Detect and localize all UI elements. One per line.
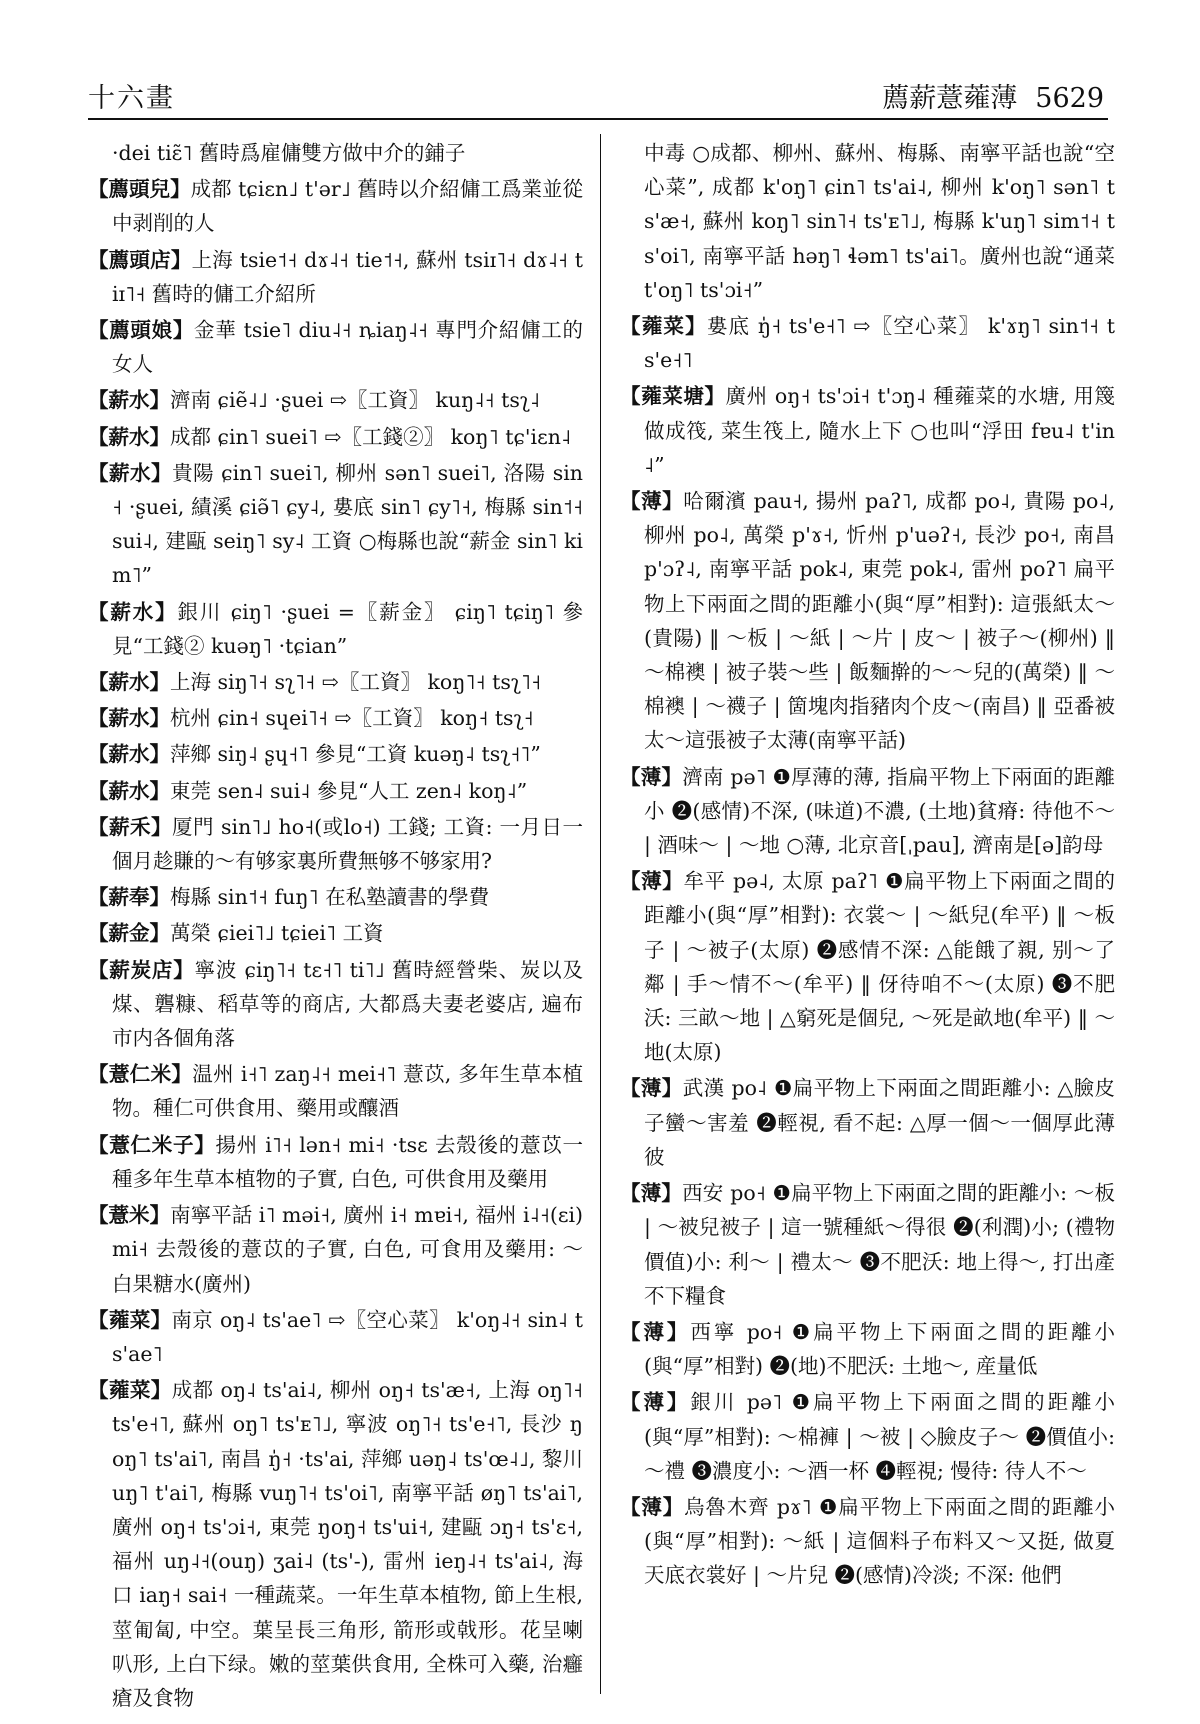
dictionary-entry: 【蕹菜】成都 oŋ˨ ts'ai˨, 柳州 oŋ˧ ts'æ˧, 上海 oŋ˥˧ ts'e˧˥, 蘇州 oŋ˥ ts'ᴇ˥˩, 寧波 oŋ˥˧ ts'e˧˥, 長沙 ŋoŋ˥ ts'ai˥, 南昌 ŋ̍˧ ·ts'ai, 萍鄉 uəŋ˨ ts'œ˨˩, 黎川 uŋ˥ t'ai˥, 梅縣 vuŋ˥˧ ts'oi˥, 南寧平話 øŋ˥ ts'ai˥, 廣州 oŋ˧ ts'ɔi˧, 東莞 ŋoŋ˧ ts'ui˧, 建甌 ɔŋ˧ ts'ɛ˧, 福州 uŋ˨˧(ouŋ) ʒai˨ (ts'-), 雷州 ieŋ˨˧ ts'ai˨, 海口 iaŋ˧ sai˧ 一種蔬菜。一年生草本植物, 節上生根, 莖匍匐, 中空。葉呈長三角形, 箭形或戟形。花呈喇叭形, 上白下绿。嫩的莖葉供食用, 全株可入藥, 治癰瘡及食物 [88, 1378, 583, 1710]
entry-headword: 【薄】 [620, 489, 684, 514]
headword-range: 薦薪薏蕹薄 [882, 83, 1018, 114]
dictionary-entry: 【薦頭娘】金華 tsie˥ diu˨˧ ȵiaŋ˨˧ 專門介紹傭工的女人 [88, 318, 583, 377]
dictionary-entry: 【薄】武漢 po˨ ❶扁平物上下兩面之間距離小: △臉皮子蠻～害羞 ❷輕視, 看不起: △厚一個～一個厚此薄彼 [620, 1076, 1115, 1169]
entry-headword: 【薪水】 [88, 424, 170, 449]
dictionary-entry: 【蕹菜】南京 oŋ˨ ts'ae˥ ⇨〖空心菜〗 k'oŋ˨˧ sin˨ ts'ae˥ [88, 1307, 583, 1366]
dictionary-entry: 【蕹菜塘】廣州 oŋ˧ ts'ɔi˧ t'ɔŋ˨ 種蕹菜的水塘, 用篾做成筏, 菜生筏上, 隨水上下 ○也叫“浮田 fɐu˨ t'in˨” [620, 384, 1116, 477]
page-number: 5629 [1035, 83, 1104, 114]
dictionary-entry: 【薪水】濟南 ɕiẽ˨˩ ·ʂuei ⇨〖工資〗 kuŋ˨˧ tsʅ˨ [88, 388, 540, 413]
entry-headword: 【薪奉】 [88, 885, 170, 910]
dictionary-entry: 【薄】牟平 pə˨, 太原 paʔ˥ ❶扁平物上下兩面之間的距離小(與“厚”相對): 衣裳～ | ～紙兒(牟平) ‖ ～板子 | ～被子(太原) ❷感情不深: △能餓了親, 别～了鄰 | 手～情不～(牟平) ‖ 伢待咱不～(太原) ❸不肥沃: 三畝～地 | △窮死是個兒, ～死是畝地(牟平) ‖ ～地(太原) [620, 869, 1115, 1065]
dictionary-entry: 【薄】濟南 pə˥ ❶厚薄的薄, 指扁平物上下兩面的距離小 ❷(感情)不深, (味道)不濃, (土地)貧瘠: 待他不～ | 酒味～ | ～地 ○薄, 北京音[ˌpau], 濟南是[ə]韵母 [620, 764, 1116, 858]
entry-continuation: ·dei tiɛ̃˥ 舊時爲雇傭雙方做中介的鋪子 [112, 141, 466, 165]
entry-headword: 【薪水】 [88, 706, 170, 731]
dictionary-entry: 【薪禾】厦門 sin˥˩ ho˧(或lo˧) 工錢; 工資: 一月日一個月趁賺的～有够家裏所費無够不够家用? [88, 814, 584, 874]
dictionary-entry: 【薪奉】梅縣 sin˦˧ fuŋ˥ 在私塾讀書的學費 [88, 885, 490, 910]
dictionary-entry: 【薪水】上海 siŋ˥˧ sʅ˥˧ ⇨〖工資〗 koŋ˥˧ tsʅ˥˧ [88, 670, 542, 695]
entry-headword: 【薄】 [620, 1319, 691, 1344]
header-rule [88, 118, 1108, 120]
dictionary-entry: 【薏米】南寧平話 i˥ məi˧, 廣州 i˧ mɐi˧, 福州 i˨˧(ɛi) mi˧ 去殼後的薏苡的子實, 白色, 可食用及藥用: ～白果糖水(廣州) [88, 1203, 583, 1296]
entry-headword: 【薏米】 [88, 1203, 171, 1228]
entry-headword: 【薪炭店】 [88, 957, 195, 982]
dictionary-entry: 【薄】西寧 po˧ ❶扁平物上下兩面之間的距離小(與“厚”相對) ❷(地)不肥沃: 土地～, 産量低 [620, 1319, 1115, 1379]
entry-headword: 【薪水】 [88, 388, 170, 413]
dictionary-entry: 【薄】哈爾濱 pau˧, 揚州 paʔ˥, 成都 po˨, 貴陽 po˨, 柳州 po˨, 萬榮 p'ɤ˧, 忻州 p'uəʔ˧, 長沙 po˧, 南昌 p'ɔʔ˨, 南寧平話 pok˨, 東莞 pok˨, 雷州 poʔ˥ 扁平物上下兩面之間的距離小(與“厚”相對): 這張紙太～(貴陽) ‖ ～板 | ～紙 | ～片 | 皮～ | 被子～(柳州) ‖ ～棉襖 | 被子裝～些 | 飯麵擀的～～兒的(萬榮) ‖ ～棉襖 | ～襪子 | 箇塊肉指豬肉个皮～(南昌) ‖ 亞番被太～這張被子太薄(南寧平話) [620, 489, 1115, 753]
entry-headword: 【蕹菜】 [88, 1378, 172, 1403]
entry-headword: 【薄】 [620, 1076, 683, 1101]
entry-headword: 【薪金】 [88, 921, 170, 946]
entry-headword: 【薄】 [620, 1390, 691, 1415]
entry-headword: 【薪水】 [88, 670, 170, 695]
entry-headword: 【薄】 [620, 1181, 683, 1206]
right-column [620, 136, 1115, 1595]
entry-headword: 【薪禾】 [88, 814, 172, 839]
dictionary-entry: 【薄】烏魯木齊 pɤ˥ ❶扁平物上下兩面之間的距離小(與“厚”相對): ～紙 | 這個料子布料又～又挺, 做夏天底衣裳好 | ～片兒 ❷(感情)冷淡; 不深: 他們 [620, 1494, 1115, 1588]
dictionary-entry: 【蕹菜】婁底 ŋ̍˧ ts'e˧˥ ⇨〖空心菜〗 k'ɤŋ˥ sin˦˧ ts'e˧˥ [620, 314, 1115, 373]
entry-headword: 【薪水】 [88, 742, 170, 767]
entry-headword: 【薦頭娘】 [88, 318, 195, 343]
entry-headword: 【蕹菜】 [88, 1307, 172, 1332]
entry-headword: 【薏仁米】 [88, 1062, 193, 1087]
entry-headword: 【薦頭兒】 [88, 177, 191, 202]
left-column [88, 136, 583, 1717]
dictionary-entry: 【薄】銀川 pə˥ ❶扁平物上下兩面之間的距離小(與“厚”相對): ～棉褲 | ～被 | ◇臉皮子～ ❷價值小: ～禮 ❸濃度小: ～酒一杯 ❹輕視; 慢待: 待人不～ [620, 1390, 1116, 1483]
entry-continuation: 中毒 ○成都、柳州、蘇州、梅縣、南寧平話也說“空心菜”, 成都 k'oŋ˥ ɕin˥ ts'ai˨, 柳州 k'oŋ˥ sən˥ ts'æ˧, 蘇州 koŋ˥ sin˥˧ ts'ᴇ˥˩, 梅縣 k'uŋ˥ sim˦˧ ts'oi˥, 南寧平話 həŋ˥ ɬəm˥ ts'ai˥。廣州也說“通菜 t'oŋ˥ ts'ɔi˧” [644, 141, 1115, 302]
column-divider [600, 134, 601, 1694]
entry-headword: 【薄】 [620, 869, 684, 894]
entry-headword: 【薏仁米子】 [88, 1132, 216, 1157]
entry-headword: 【薦頭店】 [88, 247, 192, 272]
dictionary-entry: 【薪水】東莞 sen˨ sui˨ 參見“人工 zen˨ koŋ˨” [88, 778, 528, 803]
entry-headword: 【薄】 [620, 764, 683, 789]
dictionary-entry: 【薦頭兒】成都 tɕiɛn˩ t'ər˩ 舊時以介紹傭工爲業並從中剥削的人 [88, 177, 584, 236]
entry-headword: 【蕹菜塘】 [620, 384, 726, 409]
dictionary-entry: 【薪水】銀川 ɕiŋ˥ ·ʂuei =〖薪金〗 ɕiŋ˥ tɕiŋ˥ 參見“工錢② kuəŋ˥ ·tɕian” [88, 599, 583, 658]
dictionary-entry: 【薪水】杭州 ɕin˧ sɥei˥˧ ⇨〖工資〗 koŋ˧ tsʅ˧ [88, 706, 534, 731]
dictionary-entry: 【薄】西安 po˧ ❶扁平物上下兩面之間的距離小: ～板 | ～被兒被子 | 這一號種紙～得很 ❷(利潤)小; (禮物價值)小: 利～ | 禮太～ ❸不肥沃: 地上得～, 打出產不下糧食 [620, 1181, 1115, 1308]
entry-headword: 【蕹菜】 [620, 314, 707, 339]
entry-headword: 【薪水】 [88, 599, 178, 624]
dictionary-entry: 【薪水】貴陽 ɕin˥ suei˥, 柳州 sən˥ suei˥, 洛陽 sin˧ ·ʂuei, 績溪 ɕiə̃˥ ɕy˨, 婁底 sin˥ ɕy˥˧, 梅縣 sin˦˧ sui˨, 建甌 seiŋ˥ sy˨ 工資 ○梅縣也說“薪金 sin˥ kim˥” [88, 460, 584, 588]
dictionary-entry: 【薪金】萬榮 ɕiei˥˩ tɕiei˥ 工資 [88, 921, 384, 946]
running-head [882, 76, 1104, 115]
entry-headword: 【薄】 [620, 1494, 685, 1519]
entry-headword: 【薪水】 [88, 778, 170, 803]
dictionary-entry: 【薏仁米子】揚州 i˥˧ lən˧ mi˧ ·tsɛ 去殼後的薏苡一種多年生草本植物的子實, 白色, 可供食用及藥用 [88, 1132, 584, 1191]
dictionary-entry: 【薪水】萍鄉 siŋ˨ ʂɥ˧˥ 參見“工資 kuəŋ˨ tsʅ˧˥” [88, 742, 541, 767]
dictionary-entry: 【薦頭店】上海 tsie˦˧ dɤ˨˧ tie˦˧, 蘇州 tsiɪ˥˧ dɤ˨˧ tiɪ˥˧ 舊時的傭工介紹所 [88, 247, 583, 306]
dictionary-entry: 【薏仁米】温州 i˧˥ zaŋ˨˧ mei˧˥ 薏苡, 多年生草本植物。種仁可供食用、藥用或釀酒 [88, 1062, 583, 1121]
entry-headword: 【薪水】 [88, 460, 173, 485]
section-label: 十六畫 [88, 83, 175, 114]
dictionary-entry: 【薪水】成都 ɕin˥ suei˥ ⇨〖工錢②〗 koŋ˥ tɕ'iɛn˨ [88, 424, 572, 449]
dictionary-entry: 【薪炭店】寧波 ɕiŋ˥˧ tɛ˧˥ ti˥˩ 舊時經營柴、炭以及煤、礱糠、稻草等的商店, 大都爲夫妻老婆店, 遍布市内各個角落 [88, 957, 583, 1051]
